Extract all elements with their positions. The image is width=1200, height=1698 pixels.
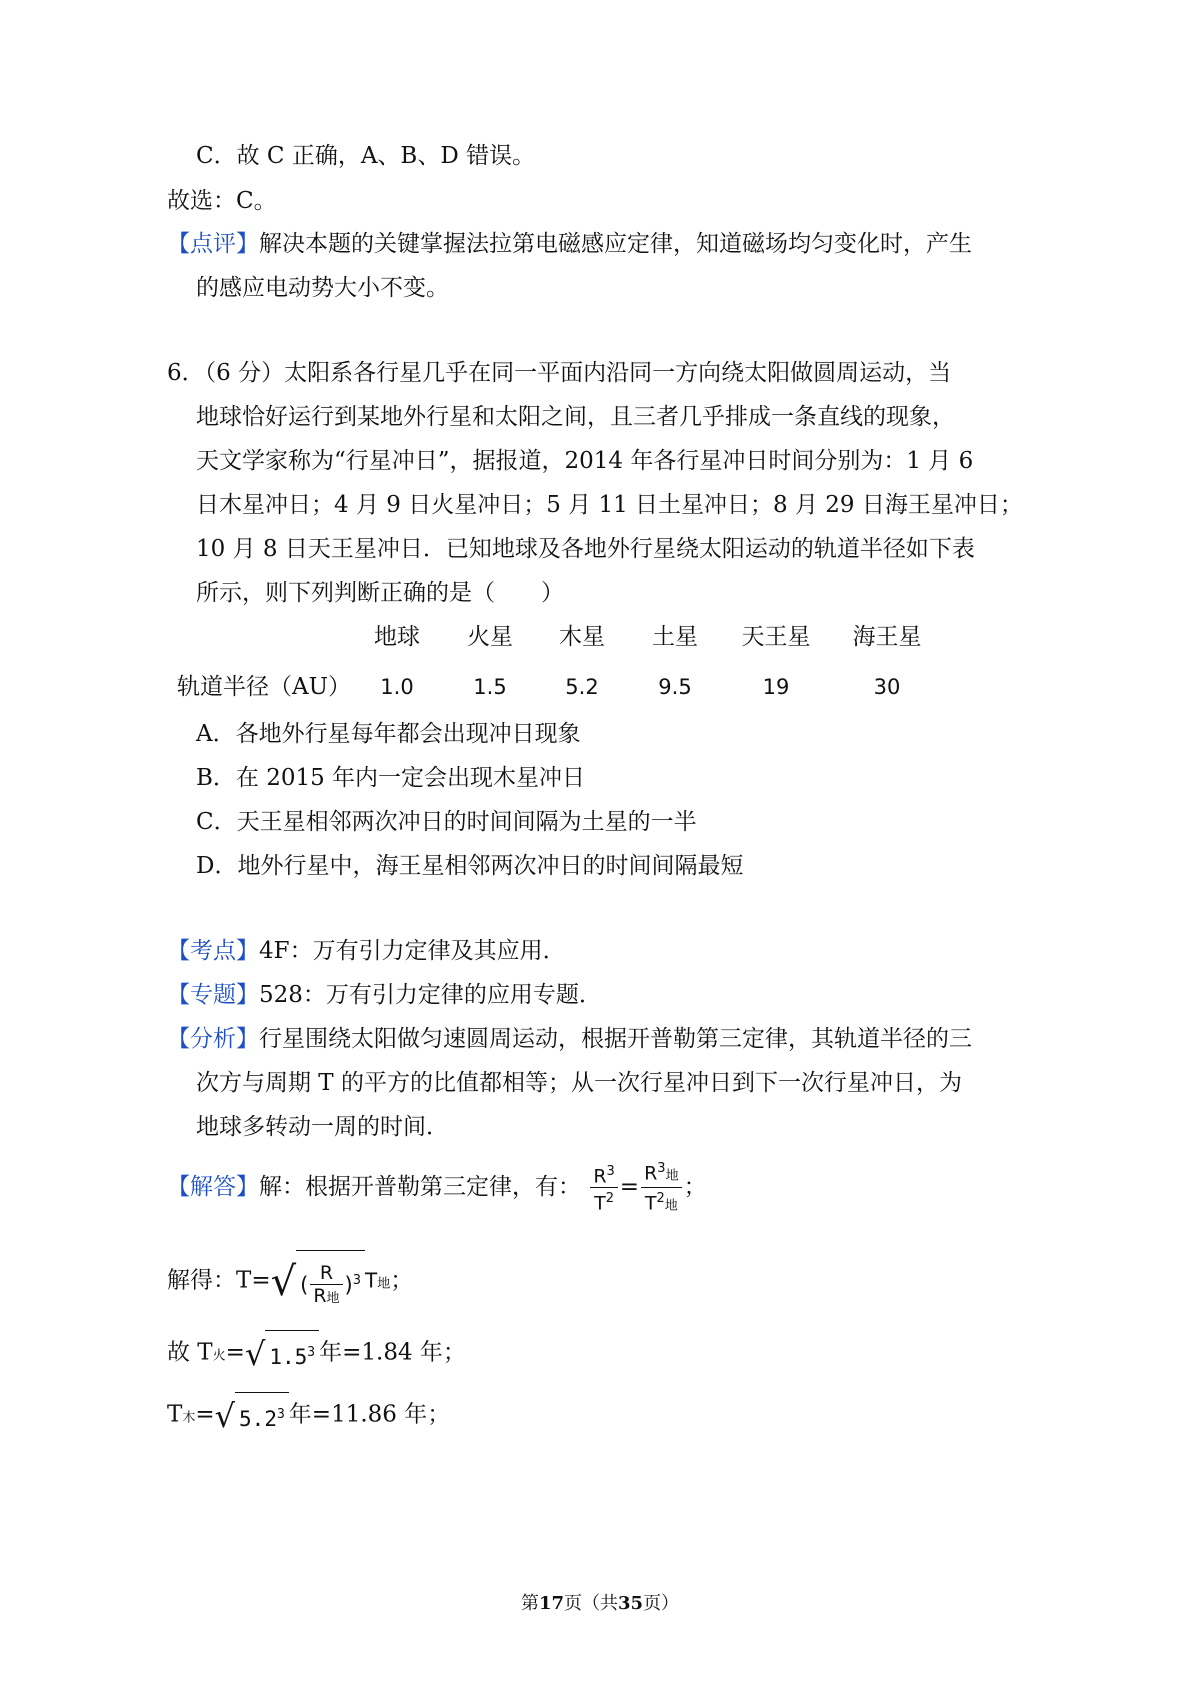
answer-line-c: C．故 C 正确，A、B、D 错误。	[196, 143, 536, 169]
mars-radicand: 1.5	[269, 1345, 308, 1369]
question-line-2: 地球恰好运行到某地外行星和太阳之间，且三者几乎排成一条直线的现象，	[196, 404, 955, 430]
zhuanti-line	[167, 979, 602, 1011]
mars-prefix: 故 T	[167, 1339, 213, 1366]
kepler-fraction-left	[590, 1161, 617, 1215]
table-header-cell: 海王星	[852, 624, 922, 650]
footer-page-number: 17	[538, 1593, 564, 1614]
comment-line-1	[167, 228, 972, 260]
comment-text-1: 解决本题的关键掌握法拉第电磁感应定律，知道磁场均匀变化时，产生	[259, 231, 972, 257]
footer-post: 页）	[643, 1593, 680, 1614]
option-c: C．天王星相邻两次冲日的时间间隔为土星的一半	[196, 809, 697, 835]
table-header-cell: 土星	[652, 624, 698, 650]
jupiter-year: 年	[288, 1401, 312, 1428]
exp-2: 2	[656, 1191, 665, 1207]
semicolon: ；	[390, 1267, 414, 1294]
option-d: D．地外行星中，海王星相邻两次冲日的时间间隔最短	[196, 853, 744, 879]
mars-year: 年	[319, 1339, 343, 1366]
mars-result: =1.84 年；	[342, 1339, 466, 1366]
solution-jupiter	[167, 1392, 450, 1439]
table-value-cell: 1.5	[473, 675, 507, 699]
exp-3: 3	[606, 1164, 615, 1179]
sub-earth: 地	[665, 1168, 679, 1184]
table-value-cell: 5.2	[565, 675, 599, 699]
ratio-den: R	[313, 1285, 327, 1307]
jupiter-sqrt: √ $5.2^3$	[215, 1392, 289, 1439]
jupiter-prefix: T	[167, 1401, 183, 1428]
frac-left-den: T	[594, 1192, 606, 1215]
table-value-cell: 19	[762, 675, 790, 699]
question-line-1: 6．（6 分）太阳系各行星几乎在同一平面内沿同一方向绕太阳做圆周运动，当	[167, 360, 952, 386]
answer-select: 故选：C。	[167, 188, 277, 214]
equals-sign: =	[619, 1173, 640, 1200]
table-header-cell: 火星	[467, 624, 513, 650]
exp-3: 3	[352, 1273, 362, 1288]
fenxi-tag: 【分析】	[167, 1026, 259, 1052]
frac-left-num: R	[593, 1165, 607, 1188]
mars-sqrt: √ $1.5^3$	[245, 1330, 319, 1377]
table-header-cell: 木星	[559, 624, 605, 650]
comment-tag: 【点评】	[167, 231, 259, 257]
jupiter-radicand: 5.2	[239, 1407, 277, 1431]
table-value-cell: 30	[873, 675, 901, 699]
mars-sub: 火	[212, 1348, 226, 1364]
zhuanti-text: 528：万有引力定律的应用专题．	[259, 982, 602, 1008]
footer-pre: 第	[520, 1593, 539, 1614]
kaodian-line	[167, 935, 566, 967]
frac-right-den: T	[644, 1192, 657, 1215]
fenxi-line-1	[167, 1023, 972, 1055]
table-value-cell: 1.0	[380, 675, 414, 699]
page-footer	[0, 1589, 1200, 1615]
jupiter-eq: =	[195, 1401, 215, 1428]
question-line-4: 日木星冲日；4 月 9 日火星冲日；5 月 11 日土星冲日；8 月 29 日海王星冲日；	[196, 492, 1023, 518]
exp-3: 3	[307, 1345, 316, 1360]
kepler-fraction-right	[641, 1158, 682, 1218]
option-a: A．各地外行星每年都会出现冲日现象	[196, 721, 581, 747]
fenxi-line-3: 地球多转动一周的时间．	[196, 1114, 449, 1140]
solution-intro: 解：根据开普勒第三定律，有：	[259, 1173, 581, 1200]
table-header-cell: 天王星	[741, 624, 811, 650]
t-earth: T	[365, 1268, 378, 1293]
comment-line-2: 的感应电动势大小不变。	[196, 275, 449, 301]
solution-mars	[167, 1330, 466, 1377]
sub-earth: 地	[326, 1291, 340, 1306]
solution-line-2	[167, 1250, 413, 1313]
table-value-cell: 9.5	[658, 675, 692, 699]
solution-line-1	[167, 1158, 707, 1218]
zhuanti-tag: 【专题】	[167, 982, 259, 1008]
question-line-5: 10 月 8 日天王星冲日．已知地球及各地外行星绕太阳运动的轨道半径如下表	[196, 536, 975, 562]
footer-total-pages: 35	[618, 1593, 644, 1614]
jupiter-sub: 木	[182, 1410, 196, 1426]
jupiter-result: =11.86 年；	[311, 1401, 451, 1428]
fenxi-line-2: 次方与周期 T 的平方的比值都相等；从一次行星冲日到下一次行星冲日，为	[196, 1070, 962, 1096]
solution-tag: 【解答】	[167, 1173, 259, 1200]
question-line-6: 所示，则下列判断正确的是（ ）	[196, 580, 564, 606]
table-row-label: 轨道半径（AU）	[177, 674, 351, 700]
exp-3: 3	[276, 1407, 285, 1422]
solve-label: 解得：T=	[167, 1267, 271, 1294]
fenxi-text-1: 行星围绕太阳做匀速圆周运动，根据开普勒第三定律，其轨道半径的三	[259, 1026, 972, 1052]
footer-mid: 页（共	[564, 1593, 618, 1614]
kaodian-tag: 【考点】	[167, 938, 259, 964]
question-line-3: 天文学家称为“行星冲日”，据报道，2014 年各行星冲日时间分别为：1 月 6	[196, 448, 974, 474]
sub-earth: 地	[664, 1198, 678, 1214]
kaodian-text: 4F：万有引力定律及其应用．	[259, 938, 566, 964]
mars-eq: =	[225, 1339, 245, 1366]
exp-3: 3	[657, 1161, 666, 1176]
semicolon: ；	[683, 1173, 707, 1200]
frac-right-num: R	[644, 1162, 658, 1185]
exp-2: 2	[605, 1191, 614, 1207]
sub-earth: 地	[377, 1276, 391, 1292]
option-b: B．在 2015 年内一定会出现木星冲日	[196, 765, 586, 791]
sqrt-ratio: √ ( $\frac{R}{\text{R地}}$ )$^3$	[271, 1250, 365, 1313]
ratio-num: R	[310, 1262, 342, 1285]
table-header-cell: 地球	[374, 624, 420, 650]
